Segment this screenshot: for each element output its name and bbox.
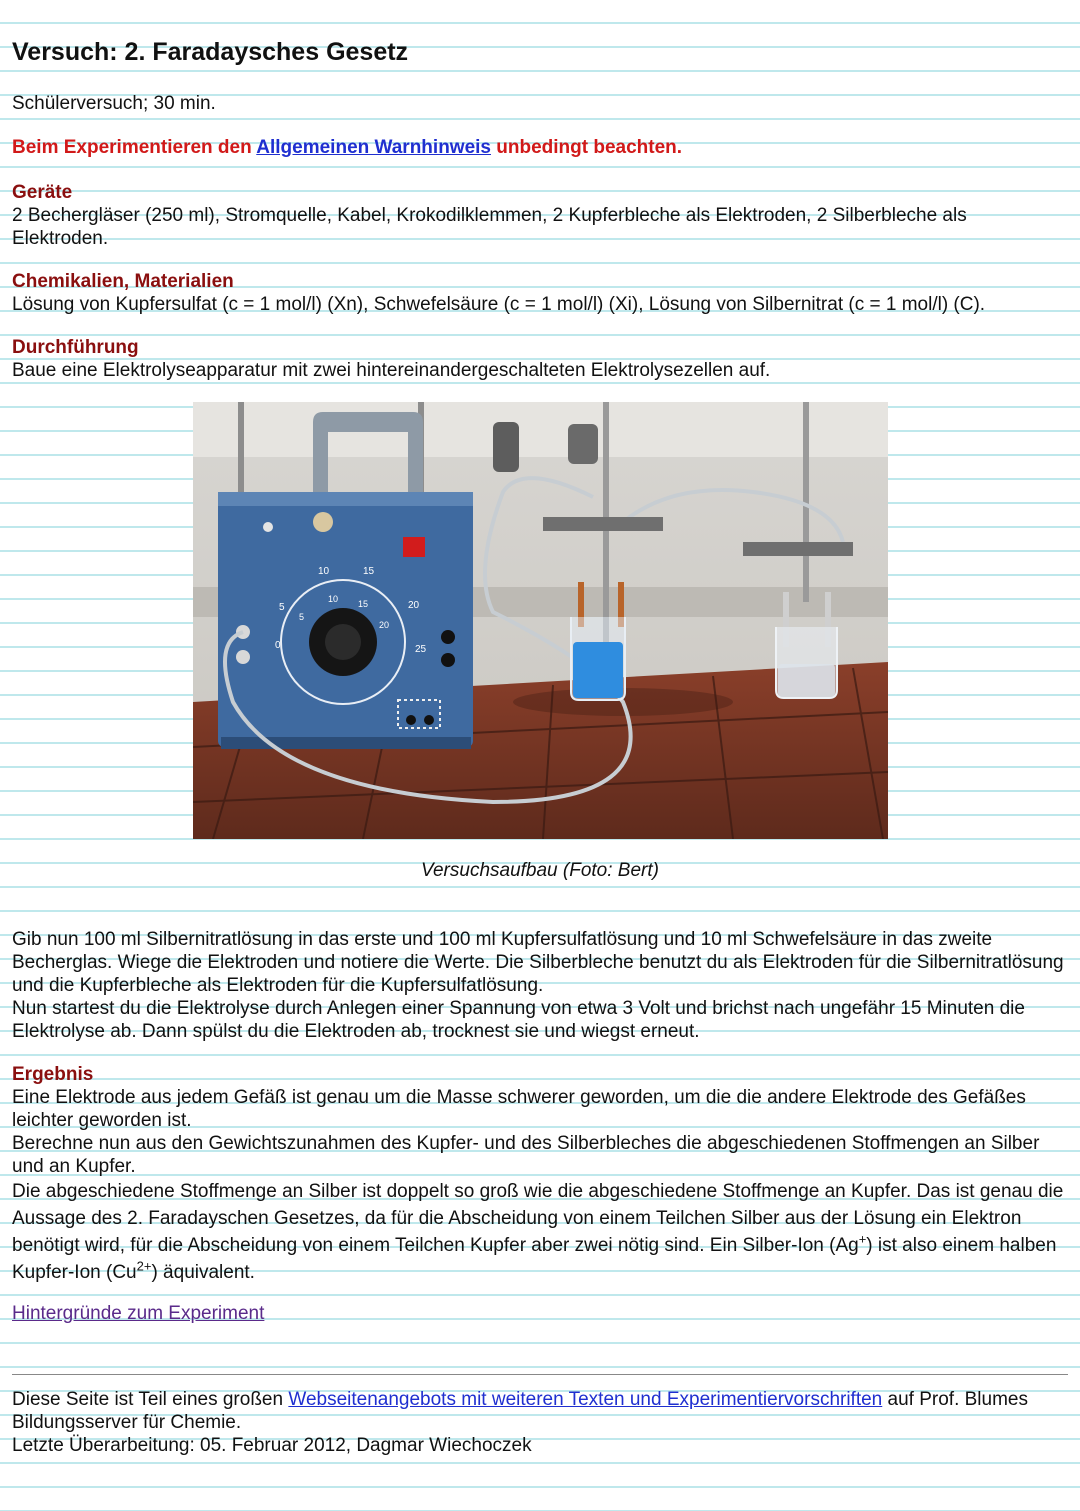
- photo-illustration: [193, 402, 888, 839]
- heading-ergebnis: Ergebnis: [12, 1064, 94, 1085]
- dial-number: 15: [358, 599, 369, 609]
- procedure-text: [12, 928, 1064, 1043]
- dial-number: 5: [279, 602, 285, 613]
- ergebnis-paragraph-3: [12, 1178, 1064, 1286]
- footer-info: [12, 1388, 1064, 1434]
- ergebnis-text-c: ) äquivalent.: [151, 1262, 255, 1283]
- section-chemikalien: [12, 270, 1062, 316]
- last-revision: Letzte Überarbeitung: 05. Februar 2012, Dagmar Wiechoczek: [12, 1435, 532, 1456]
- footer-divider: [12, 1374, 1068, 1375]
- photo-caption: Versuchsaufbau (Foto: Bert): [421, 860, 659, 881]
- warning-text-after: unbedingt beachten.: [491, 137, 683, 158]
- footer-text-after: auf Prof. Blumes Bildungsserver für Chemie.: [12, 1389, 1028, 1433]
- procedure-paragraph-1: Gib nun 100 ml Silbernitratlösung in das erste und 100 ml Kupfersulfatlösung und 10 ml Schwefelsäure in das zweite Becherglas. Wiege die Elektroden und notiere die Werte. Die Silberbleche benutzt du als Elektroden für die Silbernitratlösung und die Kupferbleche als Elektroden für die Kupfersulfatlösung.: [12, 929, 1064, 996]
- warning-text-before: Beim Experimentieren den: [12, 137, 257, 158]
- footer-text-before: Diese Seite ist Teil eines großen: [12, 1389, 289, 1410]
- procedure-paragraph-2: Nun startest du die Elektrolyse durch Anlegen einer Spannung von etwa 3 Volt und brichst nach ungefähr 15 Minuten die Elektrolyse ab. Dann spülst du die Elektroden ab, trocknest sie und wiegst erneut.: [12, 998, 1025, 1042]
- warning-link[interactable]: Allgemeinen Warnhinweis: [256, 137, 491, 158]
- chemikalien-text: Lösung von Kupfersulfat (c = 1 mol/l) (Xn), Schwefelsäure (c = 1 mol/l) (Xi), Lösung von Silbernitrat (c = 1 mol/l) (C).: [12, 294, 986, 315]
- heading-durchfuehrung: Durchführung: [12, 337, 139, 358]
- experiment-meta: Schülerversuch; 30 min.: [12, 93, 216, 114]
- ergebnis-text-b: ) ist also einem halben Kupfer-Ion (Cu: [12, 1235, 1057, 1283]
- warning-notice: [12, 137, 682, 159]
- dial-number: 10: [318, 566, 330, 577]
- dial-number: 10: [328, 594, 339, 604]
- dial-number: 25: [415, 644, 427, 655]
- dial-number: 15: [363, 566, 375, 577]
- durchfuehrung-text: Baue eine Elektrolyseapparatur mit zwei hintereinandergeschalteten Elektrolysezellen auf.: [12, 360, 771, 381]
- section-geraete: [12, 181, 1062, 250]
- footer: [12, 1388, 1064, 1457]
- experiment-photo: [193, 402, 888, 839]
- heading-chemikalien: Chemikalien, Materialien: [12, 271, 234, 292]
- footer-link[interactable]: Webseitenangebots mit weiteren Texten und Experimentiervorschriften: [288, 1389, 883, 1410]
- background-link-row: [12, 1302, 1064, 1325]
- dial-number: 0: [275, 640, 281, 651]
- ergebnis-paragraph-2: Berechne nun aus den Gewichtszunahmen des Kupfer- und des Silberbleches die abgeschiedenen Stoffmengen an Silber und an Kupfer.: [12, 1133, 1040, 1177]
- copper-charge: 2+: [136, 1258, 152, 1274]
- page-title: Versuch: 2. Faradaysches Gesetz: [12, 38, 409, 66]
- dial-number: 20: [379, 620, 390, 630]
- ergebnis-text-a: Die abgeschiedene Stoffmenge an Silber ist doppelt so groß wie die abgeschiedene Stoffmenge an Kupfer. Das ist genau die Aussage des 2. Faradayschen Gesetzes, da für die Abscheidung von einem Teilchen Silber aus der Lösung ein Elektron benötigt wird, für die Abscheidung von einem Teilchen Kupfer aber zwei nötig sind. Ein Silber-Ion (Ag: [12, 1181, 1064, 1256]
- dial-number: 5: [299, 612, 305, 622]
- section-ergebnis: [12, 1063, 1064, 1286]
- ergebnis-paragraph-1: Eine Elektrode aus jedem Gefäß ist genau um die Masse schwerer geworden, um die die andere Elektrode des Gefäßes leichter geworden ist.: [12, 1087, 1026, 1131]
- background-link[interactable]: Hintergründe zum Experiment: [12, 1303, 265, 1324]
- section-durchfuehrung: [12, 336, 1062, 382]
- geraete-text: 2 Bechergläser (250 ml), Stromquelle, Kabel, Krokodilklemmen, 2 Kupferbleche als Elektroden, 2 Silberbleche als Elektroden.: [12, 205, 967, 249]
- dial-number: 20: [408, 600, 420, 611]
- heading-geraete: Geräte: [12, 182, 73, 203]
- silver-charge: +: [858, 1231, 867, 1247]
